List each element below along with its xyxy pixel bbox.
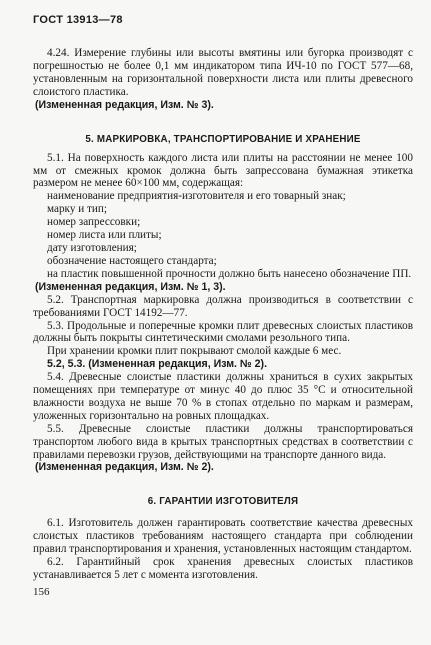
document-page — [33, 14, 413, 598]
amendment-note: (Измененная редакция, Изм. № 3). — [35, 98, 214, 111]
paragraph-5-5: 5.5. Древесные слоистые пластики должны транспортироваться транспортом любого вида в крытых транспортных средствах в соответствии с правилами перевозки грузов, действующими на транспорте данного вида. — [33, 422, 413, 461]
paragraph-6-1: 6.1. Изготовитель должен гарантировать соответствие качества древесных слоистых пластиков требованиям настоящего стандарта при соблюдении правил транспортирования и хранения, установленных настоящим стандартом. — [33, 517, 413, 556]
section-title-6: 6. ГАРАНТИИ ИЗГОТОВИТЕЛЯ — [147, 496, 299, 508]
paragraph-5-1-end: на пластик повышенной прочности должно быть нанесено обозначение ПП. — [47, 267, 412, 280]
list-item: наименование предприятия-изготовителя и его товарный знак; — [47, 190, 346, 203]
list-item: дату изготовления; — [47, 241, 137, 254]
list-item: номер листа или плиты; — [47, 229, 162, 242]
list-item: номер запрессовки; — [47, 216, 141, 229]
list-item: обозначение настоящего стандарта; — [47, 254, 217, 267]
section-title-5: 5. МАРКИРОВКА, ТРАНСПОРТИРОВАНИЕ И ХРАНЕНИЕ — [85, 133, 361, 145]
page-number: 156 — [33, 586, 50, 598]
amendment-note: 5.2, 5.3. (Измененная редакция, Изм. № 2). — [47, 358, 268, 371]
document-header: ГОСТ 13913—78 — [33, 14, 123, 26]
amendment-note: (Измененная редакция, Изм. № 1, 3). — [35, 280, 226, 293]
paragraph-5-1: 5.1. На поверхность каждого листа или плиты на расстоянии не менее 100 мм от смежных кромок должна быть запрессована бумажная этикетка размером не менее 60×100 мм, содержащая: — [33, 151, 413, 190]
list-item: марку и тип; — [47, 203, 107, 216]
paragraph-5-3-storage: При хранении кромки плит покрывают смолой каждые 6 мес. — [47, 345, 342, 358]
paragraph-4-24: 4.24. Измерение глубины или высоты вмятины или бугорка производят с погрешностью не более 0,1 мм индикатором типа ИЧ-10 по ГОСТ 577—68, установленным на горизонтальной поверхности листа или плиты древесного слоистого пластика. — [33, 47, 413, 98]
paragraph-5-2: 5.2. Транспортная маркировка должна производиться в соответствии с требованиями ГОСТ 14192—77. — [33, 293, 413, 319]
label-contents-list — [33, 190, 413, 267]
amendment-note: (Измененная редакция, Изм. № 2). — [35, 461, 214, 474]
paragraph-5-4: 5.4. Древесные слоистые пластики должны храниться в сухих закрытых помещениях при температуре от минус 40 до плюс 35 °С и относительной влажности воздуха не выше 70 % в стопах отдельно по маркам и размерам, уложенных горизонтально на ровных площадках. — [33, 371, 413, 422]
paragraph-5-3: 5.3. Продольные и поперечные кромки плит древесных слоистых пластиков должны быть покрыты синтетическими смолами резольного типа. — [33, 319, 413, 345]
paragraph-6-2: 6.2. Гарантийный срок хранения древесных слоистых пластиков устанавливается 5 лет с момента изготовления. — [33, 556, 413, 582]
